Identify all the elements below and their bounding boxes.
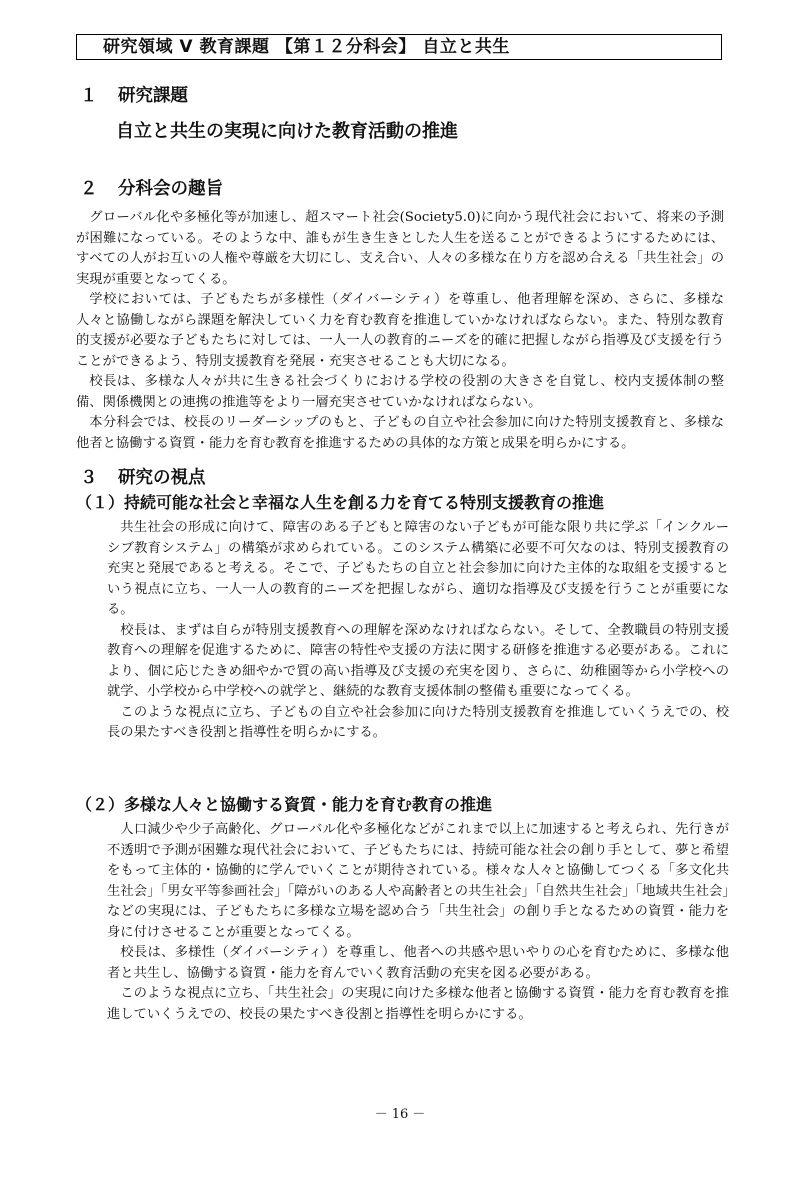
section-title: 研究の視点 xyxy=(118,468,206,488)
paragraph: 校長は、まずは自らが特別支援教育への理解を深めなければならない。そして、全教職員の特別支援教育への理解を促進するために、障害の特性や支援の方法に関する研修を推進する必要がある。これにより、個に応じたきめ細やかで質の高い指導及び支援の充実を図り、さらに、幼稚園等から小学校への就学、小学校から中学校への就学と、継続的な教育支援体制の整備も重要になってくる。 xyxy=(107,622,729,699)
section-number: １ xyxy=(80,86,98,106)
purpose-body xyxy=(76,208,724,454)
header-title: 研究領域 Ⅴ 教育課題 【第１２分科会】 自立と共生 xyxy=(103,37,510,57)
section-heading-research-theme xyxy=(80,84,188,108)
subsection-2-body xyxy=(107,820,729,1025)
paragraph: 校長は、多様な人々が共に生きる社会づくりにおける学校の役割の大きさを自覚し、校内支援体制の整備、関係機関との連携の推進等をより一層充実させていかなければならない。 xyxy=(76,374,724,410)
paragraph: 校長は、多様性（ダイバーシティ）を尊重し、他者への共感や思いやりの心を育むために、多様な他者と共生し、協働する資質・能力を育んでいく教育活動の充実を図る必要がある。 xyxy=(107,945,729,981)
paragraph: 共生社会の形成に向けて、障害のある子どもと障害のない子どもが可能な限り共に学ぶ「インクルーシブ教育システム」の構築が求められている。このシステム構築に必要不可欠なのは、特別支援教育の充実と発展であると考える。そこで、子どもたちの自立と社会参加に向けた主体的な取組を支援するという視点に立ち、一人一人の教育的ニーズを把握しながら、適切な指導及び支援を行うことが重要になる。 xyxy=(107,520,729,617)
paragraph: このような視点に立ち、子どもの自立や社会参加に向けた特別支援教育を推進していくうえでの、校長の果たすべき役割と指導性を明らかにする。 xyxy=(107,704,729,740)
section-number: ２ xyxy=(80,179,98,199)
header-title-box xyxy=(76,34,722,60)
research-theme-title: 自立と共生の実現に向けた教育活動の推進 xyxy=(116,121,458,142)
subsection-heading-2: （２）多様な人々と協働する資質・能力を育む教育の推進 xyxy=(76,795,493,814)
paragraph: 本分科会では、校長のリーダーシップのもと、子どもの自立や社会参加に向けた特別支援教育と、多様な他者と協働する資質・能力を育む教育を推進するための具体的な方策と成果を明らかにする。 xyxy=(76,415,724,451)
section-number: ３ xyxy=(80,468,98,488)
subsection-heading-1: （１）持続可能な社会と幸福な人生を創る力を育てる特別支援教育の推進 xyxy=(76,493,605,512)
paragraph: 学校においては、子どもたちが多様性（ダイバーシティ）を尊重し、他者理解を深め、さらに、多様な人々と協働しながら課題を解決していく力を育む教育を推進していかなければならない。また、特別な教育的支援が必要な子どもたちに対しては、一人一人の教育的ニーズを的確に把握しながら指導及び支援を行うことができるよう、特別支援教育を発展・充実させることも大切になる。 xyxy=(76,292,724,369)
paragraph: このような視点に立ち、「共生社会」の実現に向けた多様な他者と協働する資質・能力を育む教育を推進していくうえでの、校長の果たすべき役割と指導性を明らかにする。 xyxy=(107,986,729,1022)
section-heading-viewpoints xyxy=(80,466,206,490)
paragraph: グローバル化や多極化等が加速し、超スマート社会(Society5.0)に向かう現代社会において、将来の予測が困難になっている。そのような中、誰もが生き生きとした人生を送ることができるようにするためには、すべての人がお互いの人権や尊厳を大切にし、支え合い、人々の多様な在り方を認め合える「共生社会」の実現が重要となってくる。 xyxy=(76,210,724,287)
page-number: － 16 － xyxy=(374,1107,426,1122)
section-heading-purpose xyxy=(80,177,223,201)
section-title: 分科会の趣旨 xyxy=(118,179,223,199)
paragraph: 人口減少や少子高齢化、グローバル化や多極化などがこれまで以上に加速すると考えられ、先行きが不透明で予測が困難な現代社会において、子どもたちには、持続可能な社会の創り手として、夢と希望をもって主体的・協働的に学んでいくことが期待されている。様々な人々と協働してつくる「多文化共生社会」「男女平等参画社会」「障がいのある人や高齢者との共生社会」「自然共生社会」「地域共生社会」などの実現には、子どもたちに多様な立場を認め合う「共生社会」の創り手となるための資質・能力を身に付けさせることが重要となってくる。 xyxy=(107,822,729,940)
section-title: 研究課題 xyxy=(118,86,188,106)
subsection-1-body xyxy=(107,518,729,744)
